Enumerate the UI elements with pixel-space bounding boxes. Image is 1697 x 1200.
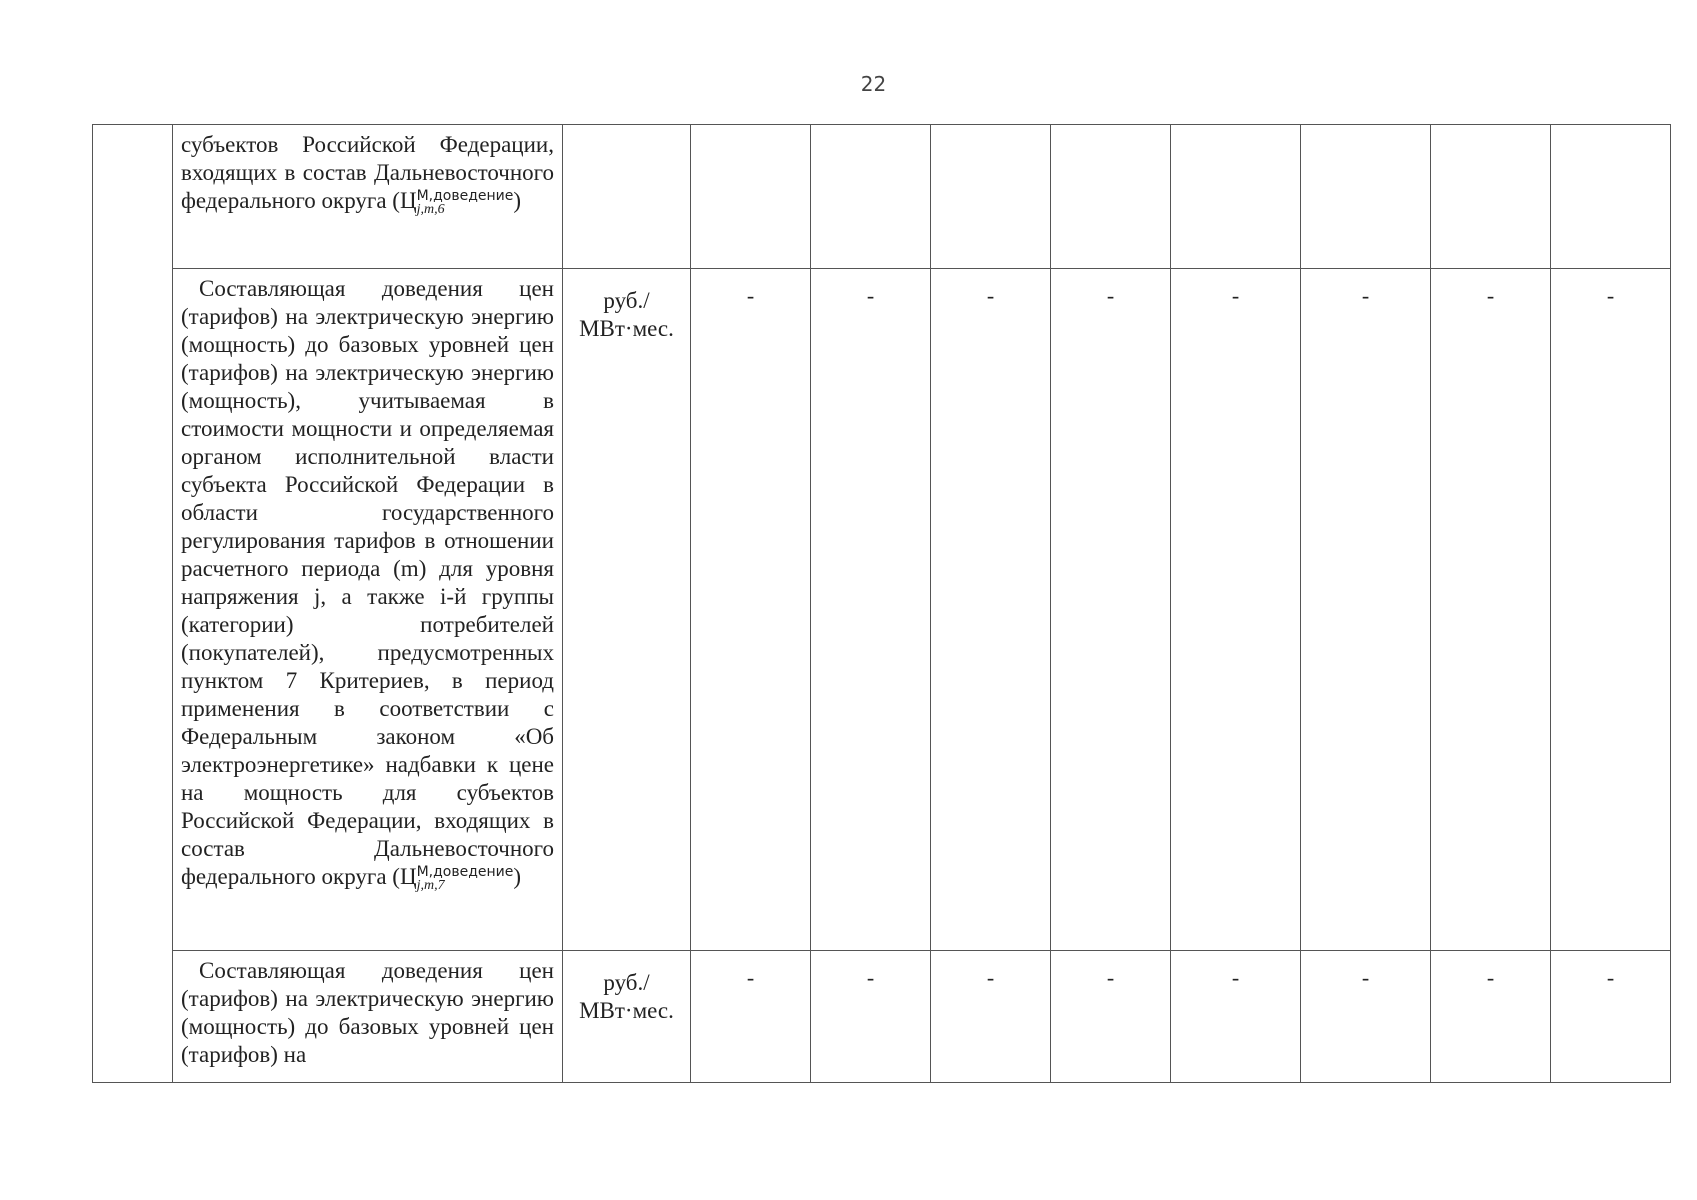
value-cell: - bbox=[691, 951, 811, 1083]
value-cell: - bbox=[811, 951, 931, 1083]
value-cell bbox=[1551, 125, 1671, 269]
value-cell bbox=[811, 125, 931, 269]
description-text: субъектов Российской Федерации, входящих в состав Дальневосточного федерального округа ( bbox=[181, 132, 554, 213]
unit-cell bbox=[563, 951, 691, 1083]
description-text: Составляющая доведения цен (тарифов) на электрическую энергию (мощность) до базовых уровней цен (тарифов) на bbox=[181, 958, 554, 1067]
formula-superscript: М,доведение bbox=[416, 863, 514, 880]
value-cell: - bbox=[931, 951, 1051, 1083]
value-cell: - bbox=[1431, 269, 1551, 951]
value-cell: - bbox=[1171, 951, 1301, 1083]
table-row bbox=[93, 125, 1671, 269]
value-cell: - bbox=[1301, 269, 1431, 951]
description-cell bbox=[173, 951, 563, 1083]
formula-subscript: j,m,7 bbox=[416, 877, 445, 893]
formula-superscript: М,доведение bbox=[416, 187, 514, 204]
value-cell: - bbox=[1551, 269, 1671, 951]
value-cell bbox=[1051, 125, 1171, 269]
formula-symbol: Ц bbox=[399, 864, 417, 889]
value-cell bbox=[1171, 125, 1301, 269]
value-cell: - bbox=[811, 269, 931, 951]
table-row bbox=[93, 269, 1671, 951]
value-cell: - bbox=[1051, 269, 1171, 951]
formula-subscript: j,m,6 bbox=[416, 201, 445, 217]
unit-text: руб./ МВт·мес. bbox=[579, 970, 674, 1023]
formula-close: ) bbox=[513, 188, 522, 213]
value-cell: - bbox=[1431, 951, 1551, 1083]
table-row bbox=[93, 951, 1671, 1083]
value-cell bbox=[931, 125, 1051, 269]
description-text: Составляющая доведения цен (тарифов) на электрическую энергию (мощность) до базовых уровней цен (тарифов) на электрическую энергию (мощность), учитываемая в стоимости мощности и определяемая органом исполнительной власти субъекта Российской Федерации в области государственного регулирования тарифов в отношении расчетного периода (m) для уровня напряжения j, а также i-й группы (категории) потребителей (покупателей), предусмотренных пунктом 7 Критериев, в период применения в соответствии с Федеральным законом «Об электроэнергетике» надбавки к цене на мощность для субъектов Российской Федерации, входящих в состав Дальневосточного федерального округа ( bbox=[181, 276, 554, 889]
formula-symbol: Ц bbox=[399, 188, 417, 213]
value-cell bbox=[1301, 125, 1431, 269]
unit-text: руб./ МВт·мес. bbox=[579, 288, 674, 341]
tariff-table bbox=[92, 124, 1671, 1083]
value-cell: - bbox=[1171, 269, 1301, 951]
description-cell bbox=[173, 125, 563, 269]
value-cell: - bbox=[931, 269, 1051, 951]
value-cell: - bbox=[691, 269, 811, 951]
value-cell bbox=[1431, 125, 1551, 269]
row-number-cell bbox=[93, 125, 173, 1083]
formula-close: ) bbox=[513, 864, 522, 889]
unit-cell bbox=[563, 125, 691, 269]
value-cell bbox=[691, 125, 811, 269]
description-cell bbox=[173, 269, 563, 951]
unit-cell bbox=[563, 269, 691, 951]
page-number: 22 bbox=[860, 72, 887, 96]
value-cell: - bbox=[1551, 951, 1671, 1083]
value-cell: - bbox=[1301, 951, 1431, 1083]
value-cell: - bbox=[1051, 951, 1171, 1083]
